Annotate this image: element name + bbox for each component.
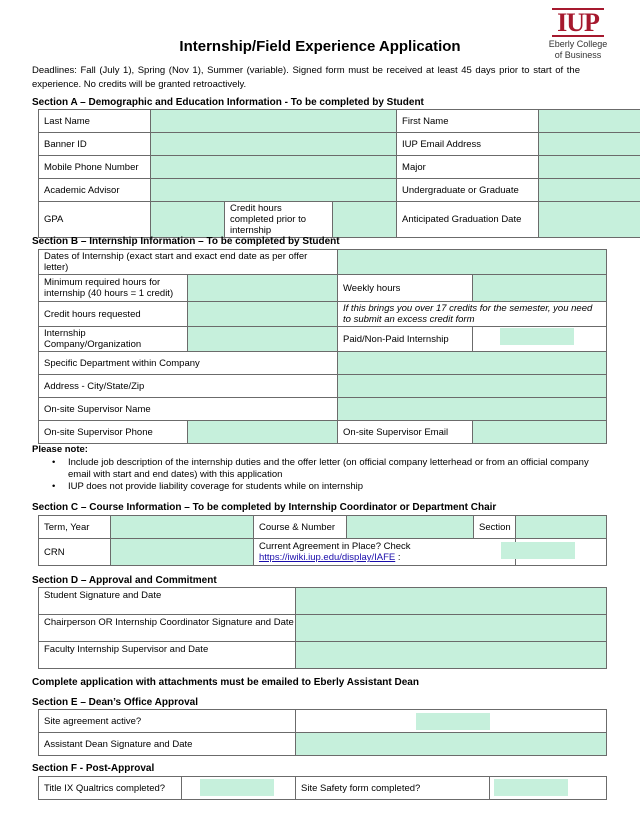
- excess-credit-note: If this brings you over 17 credits for the semester, you need to submit an excess credit form: [338, 302, 607, 327]
- section-d-table: [38, 587, 607, 669]
- course-number-field[interactable]: [347, 516, 474, 539]
- assistant-dean-field[interactable]: [296, 733, 607, 756]
- section-e-heading: Section E – Dean’s Office Approval: [32, 697, 198, 708]
- term-year-label: Term, Year: [39, 516, 111, 539]
- section-d-heading: Section D – Approval and Commitment: [32, 575, 217, 586]
- mobile-phone-field[interactable]: [151, 156, 397, 179]
- notes-title: Please note:: [32, 444, 88, 455]
- min-hours-field[interactable]: [188, 275, 338, 302]
- company-label: Internship Company/Organization: [39, 327, 188, 352]
- undergrad-grad-label: Undergraduate or Graduate: [397, 179, 539, 202]
- credit-hours-requested-field[interactable]: [188, 302, 338, 327]
- weekly-hours-label: Weekly hours: [338, 275, 473, 302]
- agreement-suffix: :: [395, 552, 401, 563]
- internship-dates-field[interactable]: [338, 250, 607, 275]
- major-field[interactable]: [539, 156, 640, 179]
- term-year-field[interactable]: [111, 516, 254, 539]
- credit-hours-requested-label: Credit hours requested: [39, 302, 188, 327]
- anticipated-graduation-label: Anticipated Graduation Date: [397, 202, 539, 238]
- academic-advisor-field[interactable]: [151, 179, 397, 202]
- last-name-label: Last Name: [39, 110, 151, 133]
- min-hours-label: Minimum required hours for internship (40 hours = 1 credit): [39, 275, 188, 302]
- section-a-table: [38, 109, 640, 238]
- banner-id-field[interactable]: [151, 133, 397, 156]
- company-field[interactable]: [188, 327, 338, 352]
- course-number-label: Course & Number: [254, 516, 347, 539]
- chair-signature-label: Chairperson OR Internship Coordinator Signature and Date: [39, 615, 296, 642]
- department-field[interactable]: [338, 352, 607, 375]
- mobile-phone-label: Mobile Phone Number: [39, 156, 151, 179]
- chair-signature-field[interactable]: [296, 615, 607, 642]
- banner-id-label: Banner ID: [39, 133, 151, 156]
- student-signature-label: Student Signature and Date: [39, 588, 296, 615]
- supervisor-email-label: On-site Supervisor Email: [338, 421, 473, 444]
- section-label: Section: [474, 516, 516, 539]
- section-c-heading: Section C – Course Information – To be completed by Internship Coordinator or Department Chair: [32, 502, 497, 513]
- complete-application-note: Complete application with attachments must be emailed to Eberly Assistant Dean: [32, 677, 419, 688]
- faculty-signature-label: Faculty Internship Supervisor and Date: [39, 642, 296, 669]
- note-item: • IUP does not provide liability coverage for students while on internship: [52, 481, 592, 493]
- site-safety-label: Site Safety form completed?: [296, 777, 490, 800]
- notes-list: [52, 457, 592, 493]
- site-agreement-field[interactable]: [416, 713, 490, 730]
- gpa-field[interactable]: [151, 202, 225, 238]
- first-name-label: First Name: [397, 110, 539, 133]
- page-title: Internship/Field Experience Application: [179, 38, 461, 55]
- title-ix-label: Title IX Qualtrics completed?: [39, 777, 182, 800]
- section-f-heading: Section F - Post-Approval: [32, 763, 155, 774]
- address-field[interactable]: [338, 375, 607, 398]
- supervisor-email-field[interactable]: [473, 421, 607, 444]
- undergrad-grad-field[interactable]: [539, 179, 640, 202]
- logo-college-line1: Eberly College: [548, 39, 608, 49]
- crn-label: CRN: [39, 539, 111, 566]
- agreement-check-field[interactable]: [501, 542, 575, 559]
- deadlines-text: Deadlines: Fall (July 1), Spring (Nov 1), Summer (variable). Signed form must be received at least 45 days prior to start of the experience. No credits will be granted retroactively.: [32, 65, 580, 90]
- section-b-heading: Section B – Internship Information – To be completed by Student: [32, 236, 340, 247]
- logo-mark: IUP: [552, 8, 604, 37]
- credit-hours-completed-field[interactable]: [333, 202, 397, 238]
- faculty-signature-field[interactable]: [296, 642, 607, 669]
- paid-status-field[interactable]: [500, 328, 574, 345]
- crn-field[interactable]: [111, 539, 254, 566]
- anticipated-graduation-field[interactable]: [539, 202, 640, 238]
- supervisor-name-label: On-site Supervisor Name: [39, 398, 338, 421]
- address-label: Address - City/State/Zip: [39, 375, 338, 398]
- note-item: • Include job description of the internship duties and the offer letter (on official company letterhead or from an official company email with start and end dates) with this application: [52, 457, 592, 481]
- gpa-label: GPA: [39, 202, 151, 238]
- logo-college-line2: of Business: [554, 50, 602, 60]
- section-a-heading: Section A – Demographic and Education Information - To be completed by Student: [32, 97, 424, 108]
- agreement-cell: [254, 539, 516, 566]
- internship-dates-label: Dates of Internship (exact start and exact end date as per offer letter): [39, 250, 338, 275]
- assistant-dean-label: Assistant Dean Signature and Date: [39, 733, 296, 756]
- section-e-table: [38, 709, 607, 756]
- supervisor-phone-field[interactable]: [188, 421, 338, 444]
- paid-label: Paid/Non-Paid Internship: [338, 327, 473, 352]
- agreement-label: Current Agreement in Place? Check: [259, 541, 411, 552]
- credit-hours-completed-label: Credit hours completed prior to internship: [225, 202, 333, 238]
- site-safety-field[interactable]: [494, 779, 568, 796]
- section-b-table: [38, 249, 607, 444]
- weekly-hours-field[interactable]: [473, 275, 607, 302]
- site-agreement-label: Site agreement active?: [39, 710, 296, 733]
- iup-email-label: IUP Email Address: [397, 133, 539, 156]
- section-field[interactable]: [516, 516, 607, 539]
- first-name-field[interactable]: [539, 110, 640, 133]
- academic-advisor-label: Academic Advisor: [39, 179, 151, 202]
- title-ix-field[interactable]: [200, 779, 274, 796]
- last-name-field[interactable]: [151, 110, 397, 133]
- iup-email-field[interactable]: [539, 133, 640, 156]
- department-label: Specific Department within Company: [39, 352, 338, 375]
- agreement-link[interactable]: https://iwiki.iup.edu/display/IAFE: [259, 552, 396, 563]
- major-label: Major: [397, 156, 539, 179]
- supervisor-name-field[interactable]: [338, 398, 607, 421]
- student-signature-field[interactable]: [296, 588, 607, 615]
- supervisor-phone-label: On-site Supervisor Phone: [39, 421, 188, 444]
